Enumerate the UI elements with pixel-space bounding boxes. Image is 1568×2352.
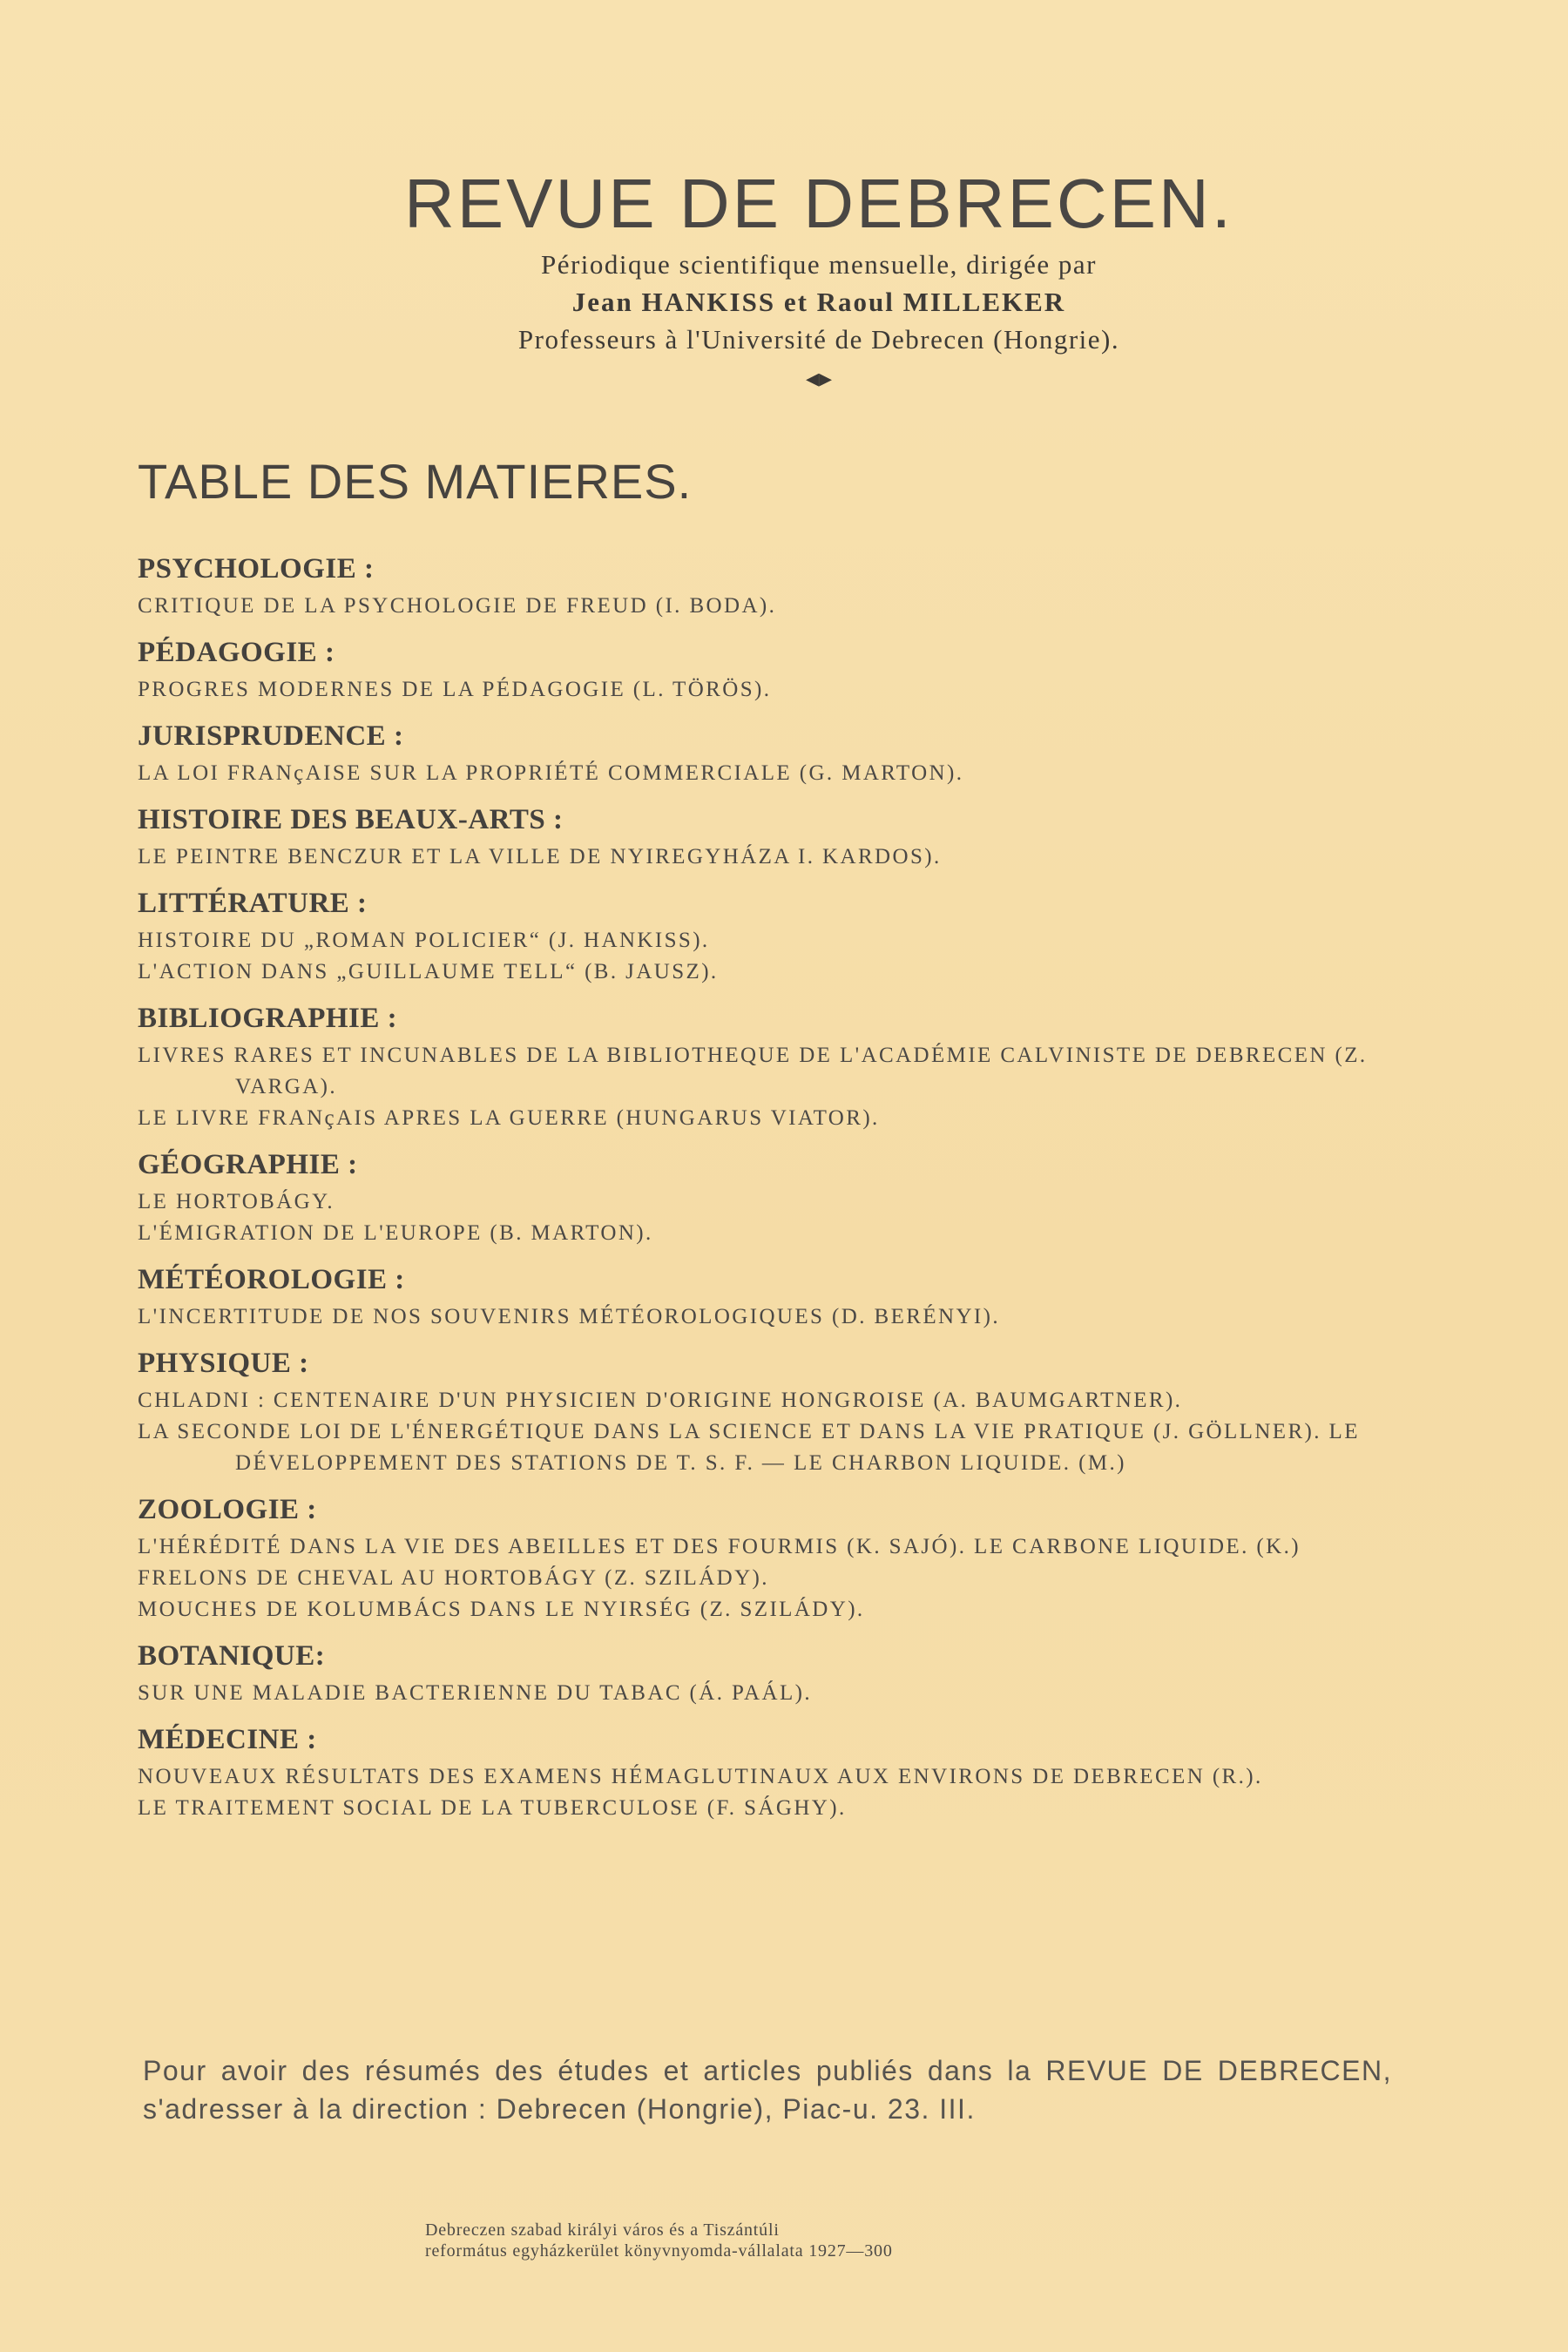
printer-imprint (425, 2220, 1209, 2261)
article-entry: LE TRAITEMENT SOCIAL DE LA TUBERCULOSE (F. SÁGHY). (138, 1796, 847, 1820)
footer-note: Pour avoir des résumés des études et articles publiés dans la REVUE DE DEBRECEN, s'adresser à la direction : Debrecen (Hongrie), Piac-u. 23. III. (143, 2055, 1392, 2125)
section-title: PHYSIQUE : (138, 1348, 309, 1379)
imprint-line: református egyházkerület könyvnyomda-vállalata 1927—300 (425, 2241, 893, 2261)
section-title: BIBLIOGRAPHIE : (138, 1003, 398, 1034)
section-title: LITTÉRATURE : (138, 888, 368, 919)
journal-editors: Jean HANKISS et Raoul MILLEKER (571, 287, 1066, 317)
article-entry: FRELONS DE CHEVAL AU HORTOBÁGY (Z. SZILÁDY). (138, 1566, 769, 1590)
article-entry: LIVRES RARES ET INCUNABLES DE LA BIBLIOTHEQUE DE L'ACADÉMIE CALVINISTE DE DEBRECEN (Z. VARGA). (138, 1044, 1368, 1098)
article-entry: LE LIVRE FRANçAIS APRES LA GUERRE (HUNGARUS VIATOR). (138, 1106, 880, 1130)
section-title: MÉDECINE : (138, 1724, 317, 1755)
article-entry: PROGRES MODERNES DE LA PÉDAGOGIE (L. TÖRÖS). (138, 678, 772, 701)
imprint-line: Debreczen szabad királyi város és a Tiszántúli (425, 2220, 780, 2240)
toc-section (138, 1488, 1392, 1625)
article-entry: LE HORTOBÁGY. (138, 1190, 335, 1213)
journal-subtitle: Périodique scientifique mensuelle, dirigée par (540, 249, 1097, 280)
article-entry: LA LOI FRANçAISE SUR LA PROPRIÉTÉ COMMERCIALE (G. MARTON). (138, 761, 964, 785)
toc-section (138, 714, 1392, 789)
article-entry: MOUCHES DE KOLUMBÁCS DANS LE NYIRSÉG (Z. SZILÁDY). (138, 1598, 865, 1621)
toc-section (138, 1634, 1392, 1709)
toc-section (138, 631, 1392, 706)
toc-sections (138, 547, 1392, 1833)
article-entry: CRITIQUE DE LA PSYCHOLOGIE DE FREUD (I. BODA). (138, 594, 777, 618)
article-entry: L'ACTION DANS „GUILLAUME TELL“ (B. JAUSZ). (138, 960, 719, 983)
article-entry: LA SECONDE LOI DE L'ÉNERGÉTIQUE DANS LA SCIENCE ET DANS LA VIE PRATIQUE (J. GÖLLNER). LE DÉVELOPPEMENT DES STATIONS DE T. S. F. — LE CHARBON LIQUIDE. (M.) (138, 1420, 1360, 1475)
toc-section (138, 547, 1392, 622)
article-entry: L'INCERTITUDE DE NOS SOUVENIRS MÉTÉOROLOGIQUES (D. BERÉNYI). (138, 1305, 1000, 1328)
toc-section (138, 798, 1392, 873)
section-title: PSYCHOLOGIE : (138, 553, 375, 585)
toc-section (138, 1342, 1392, 1479)
toc-section (138, 882, 1392, 988)
arrow-ornament-icon: ◂▸ (805, 363, 833, 394)
article-entry: L'ÉMIGRATION DE L'EUROPE (B. MARTON). (138, 1221, 653, 1245)
masthead (0, 162, 1568, 394)
article-entry: LE PEINTRE BENCZUR ET LA VILLE DE NYIREGYHÁZA I. KARDOS). (138, 845, 942, 868)
section-title: BOTANIQUE: (138, 1640, 326, 1672)
toc-heading: TABLE DES MATIERES. (138, 454, 693, 509)
toc-section (138, 1718, 1392, 1824)
article-entry: L'HÉRÉDITÉ DANS LA VIE DES ABEILLES ET DES FOURMIS (K. SAJÓ). LE CARBONE LIQUIDE. (K.) (138, 1535, 1301, 1558)
toc-section (138, 1143, 1392, 1249)
section-title: MÉTÉOROLOGIE : (138, 1264, 405, 1295)
journal-title: REVUE DE DEBRECEN. (404, 165, 1233, 242)
journal-affiliation: Professeurs à l'Université de Debrecen (Hongrie). (517, 324, 1120, 355)
section-title: GÉOGRAPHIE : (138, 1149, 358, 1180)
article-entry: SUR UNE MALADIE BACTERIENNE DU TABAC (Á. PAÁL). (138, 1681, 812, 1705)
section-title: HISTOIRE DES BEAUX-ARTS : (138, 804, 564, 835)
article-entry: HISTOIRE DU „ROMAN POLICIER“ (J. HANKISS). (138, 929, 710, 952)
toc-section (138, 1258, 1392, 1333)
section-title: PÉDAGOGIE : (138, 637, 335, 668)
section-title: ZOOLOGIE : (138, 1494, 317, 1525)
article-entry: CHLADNI : CENTENAIRE D'UN PHYSICIEN D'ORIGINE HONGROISE (A. BAUMGARTNER). (138, 1389, 1183, 1412)
section-title: JURISPRUDENCE : (138, 720, 404, 752)
article-entry: NOUVEAUX RÉSULTATS DES EXAMENS HÉMAGLUTINAUX AUX ENVIRONS DE DEBRECEN (R.). (138, 1765, 1263, 1788)
toc-section (138, 997, 1392, 1134)
